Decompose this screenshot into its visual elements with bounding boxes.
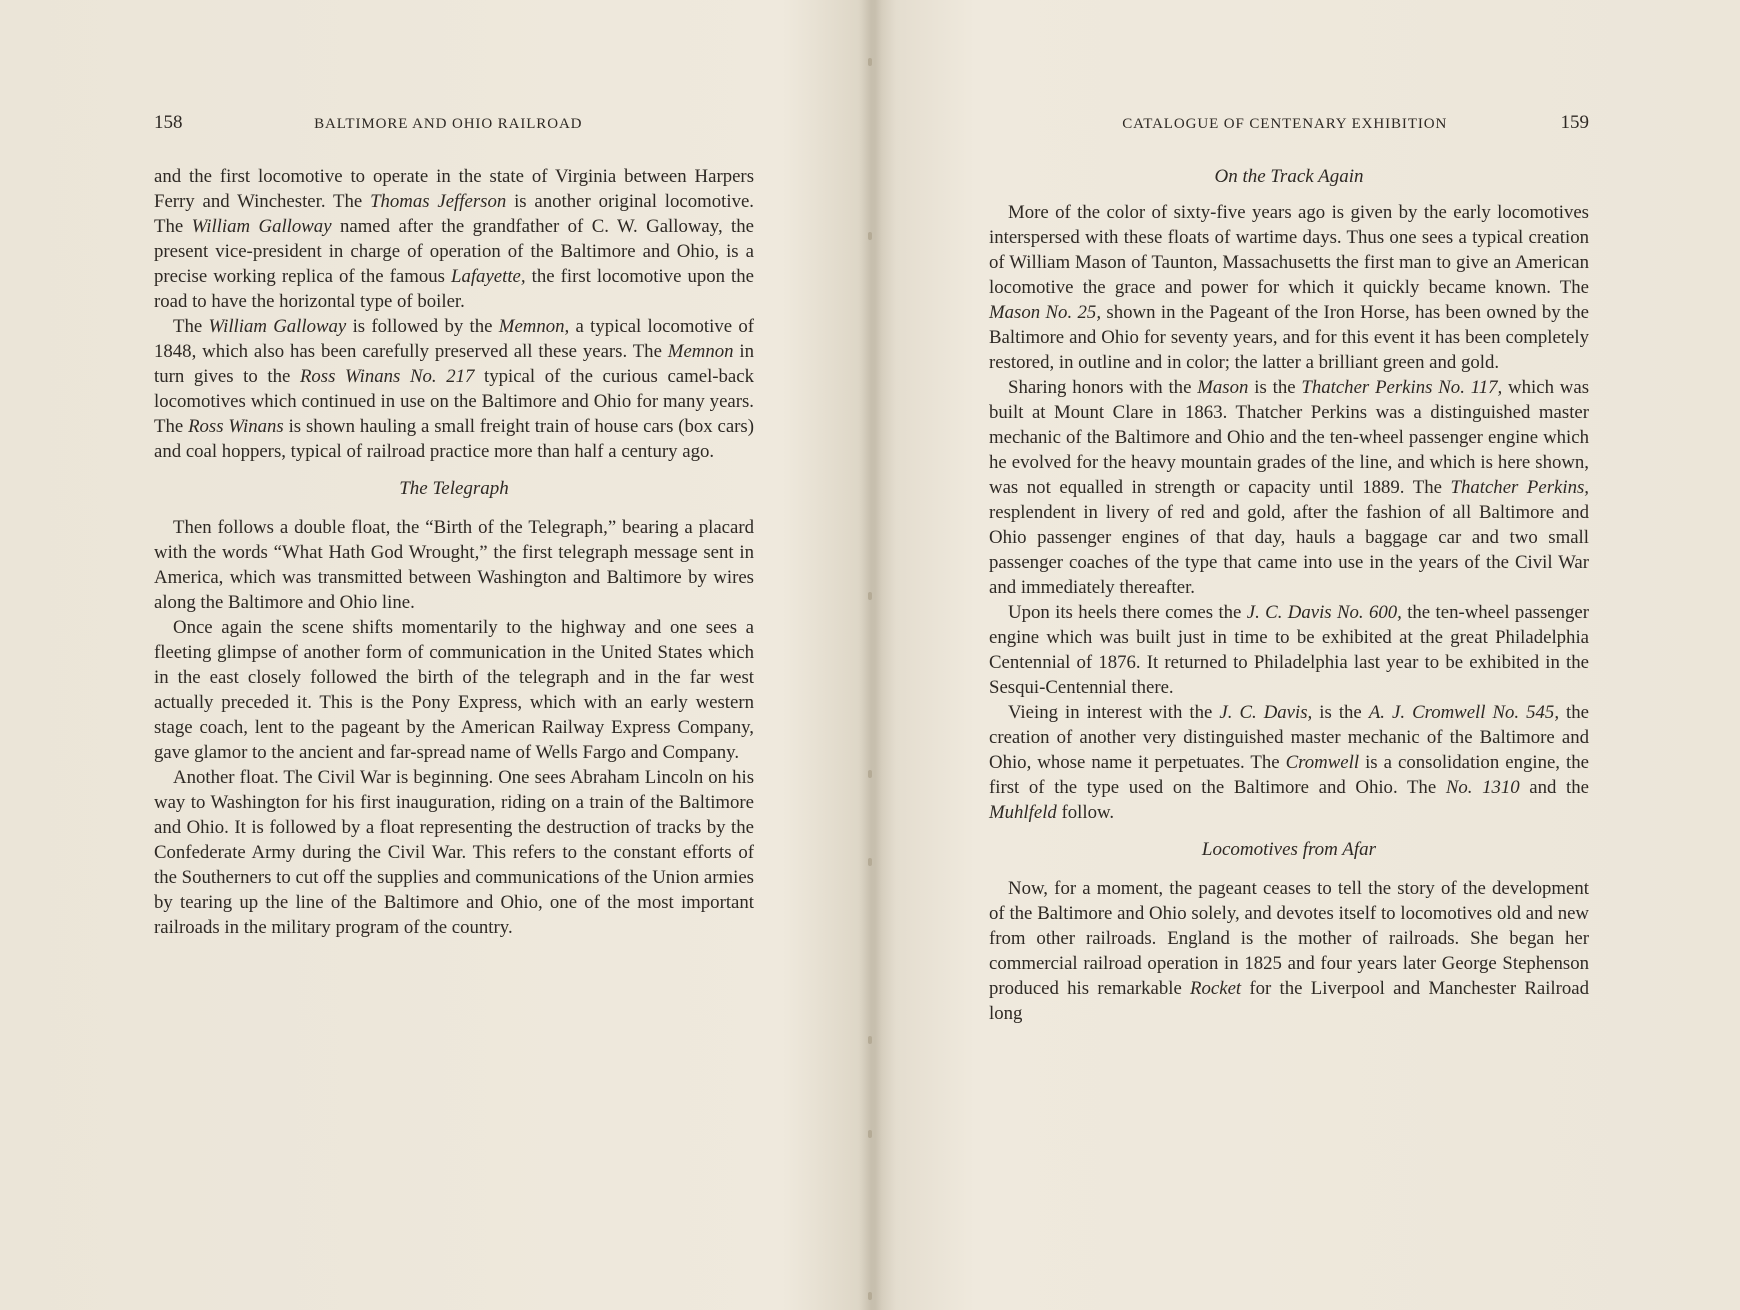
paragraph: The William Galloway is followed by the Memnon, a typical locomotive of 1848, which also has been carefully preserved all these years. The Memnon in turn gives to the Ross Winans No. 217 typical of the curious camel-back locomotives which continued in use on the Baltimore and Ohio for many years. The Ross Winans is shown hauling a small freight train of house cars (box cars) and coal hoppers, typical of railroad practice more than half a century ago. xyxy=(154,316,755,462)
right-page-header xyxy=(989,112,1589,142)
left-page xyxy=(154,112,754,940)
binding-stitch xyxy=(868,858,872,866)
binding-stitch xyxy=(868,1130,872,1138)
paragraph: Then follows a double float, the “Birth of the Telegraph,” bearing a placard with the words “What Hath God Wrought,” the first telegraph message sent in America, which was transmitted between Washington and Baltimore by wires along the Baltimore and Ohio line. xyxy=(154,517,754,613)
section-heading: Locomotives from Afar xyxy=(1201,839,1377,860)
paragraph: Another float. The Civil War is beginning. One sees Abraham Lincoln on his way to Washington for his first inauguration, riding on a train of the Baltimore and Ohio. It is followed by a float representing the destruction of tracks by the Confederate Army during the Civil War. This refers to the constant efforts of the Southerners to cut off the supplies and communications of the Union armies by tearing up the line of the Baltimore and Ohio, one of the most important railroads in the military program of the country. xyxy=(154,767,754,938)
left-page-header xyxy=(154,112,754,142)
page-number: 159 xyxy=(1560,112,1589,133)
paragraph: Sharing honors with the Mason is the Thatcher Perkins No. 117, which was built at Mount Clare in 1863. Thatcher Perkins was a distinguished master mechanic of the Baltimore and Ohio and the ten-wheel passenger engine which he evolved for the heavy mountain grades of the line, and which is here shown, was not equalled in strength or capacity until 1889. The Thatcher Perkins, resplendent in livery of red and gold, after the fashion of all Baltimore and Ohio passenger engines of that day, hauls a baggage car and two small passenger coaches of the type that came into use in the years of the Civil War and immediately thereafter. xyxy=(989,377,1590,598)
paragraph: More of the color of sixty-five years ago is given by the early locomotives interspersed with these floats of wartime days. Thus one sees a typical creation of William Mason of Taunton, Massachusetts the first man to give an American locomotive the grace and power for which it quickly became known. The Mason No. 25, shown in the Pageant of the Iron Horse, has been owned by the Baltimore and Ohio for seventy years, and for this event it has been completely restored, in outline and in color; the latter a brilliant green and gold. xyxy=(989,202,1590,373)
running-head: BALTIMORE AND OHIO RAILROAD xyxy=(314,116,583,132)
paragraph: Once again the scene shifts momentarily to the highway and one sees a fleeting glimpse of another form of communication in the United States which in the east closely followed the birth of the telegraph and in the far west actually preceded it. This is the Pony Express, which with an early western stage coach, lent to the pageant by the American Railway Express Company, gave glamor to the ancient and far-spread name of Wells Fargo and Company. xyxy=(154,617,754,763)
paragraph: and the first locomotive to operate in the state of Virginia between Harpers Ferry and Winchester. The Thomas Jefferson is another original locomotive. The William Galloway named after the grandfather of C. W. Galloway, the present vice-president in charge of operation of the Baltimore and Ohio, is a precise working replica of the famous Lafayette, the first locomotive upon the road to have the horizontal type of boiler. xyxy=(154,166,755,312)
binding-stitch xyxy=(868,1292,872,1300)
running-head: CATALOGUE OF CENTENARY EXHIBITION xyxy=(1122,116,1448,132)
binding-stitch xyxy=(868,1036,872,1044)
paragraph: Vieing in interest with the J. C. Davis, is the A. J. Cromwell No. 545, the creation of another very distinguished master mechanic of the Baltimore and Ohio, whose name it perpetuates. The Cromwell is a consolidation engine, the first of the type used on the Baltimore and Ohio. The No. 1310 and the Muhlfeld follow. xyxy=(989,702,1589,823)
section-heading: The Telegraph xyxy=(399,478,509,499)
binding-stitch xyxy=(868,232,872,240)
binding-stitch xyxy=(868,592,872,600)
paragraph: Upon its heels there comes the J. C. Davis No. 600, the ten-wheel passenger engine which was built just in time to be exhibited at the great Philadelphia Centennial of 1876. It returned to Philadelphia last year to be exhibited in the Sesqui-Centennial there. xyxy=(989,602,1589,698)
page-number: 158 xyxy=(154,112,183,133)
book-gutter xyxy=(858,0,882,1310)
paragraph: Now, for a moment, the pageant ceases to tell the story of the development of the Baltimore and Ohio solely, and devotes itself to locomotives old and new from other railroads. England is the mother of railroads. She began her commercial railroad operation in 1825 and four years later George Stephenson produced his remarkable Rocket for the Liverpool and Manchester Railroad long xyxy=(989,878,1589,1024)
binding-stitch xyxy=(868,770,872,778)
right-page xyxy=(989,112,1589,1026)
binding-stitch xyxy=(868,58,872,66)
section-heading: On the Track Again xyxy=(1214,166,1364,187)
